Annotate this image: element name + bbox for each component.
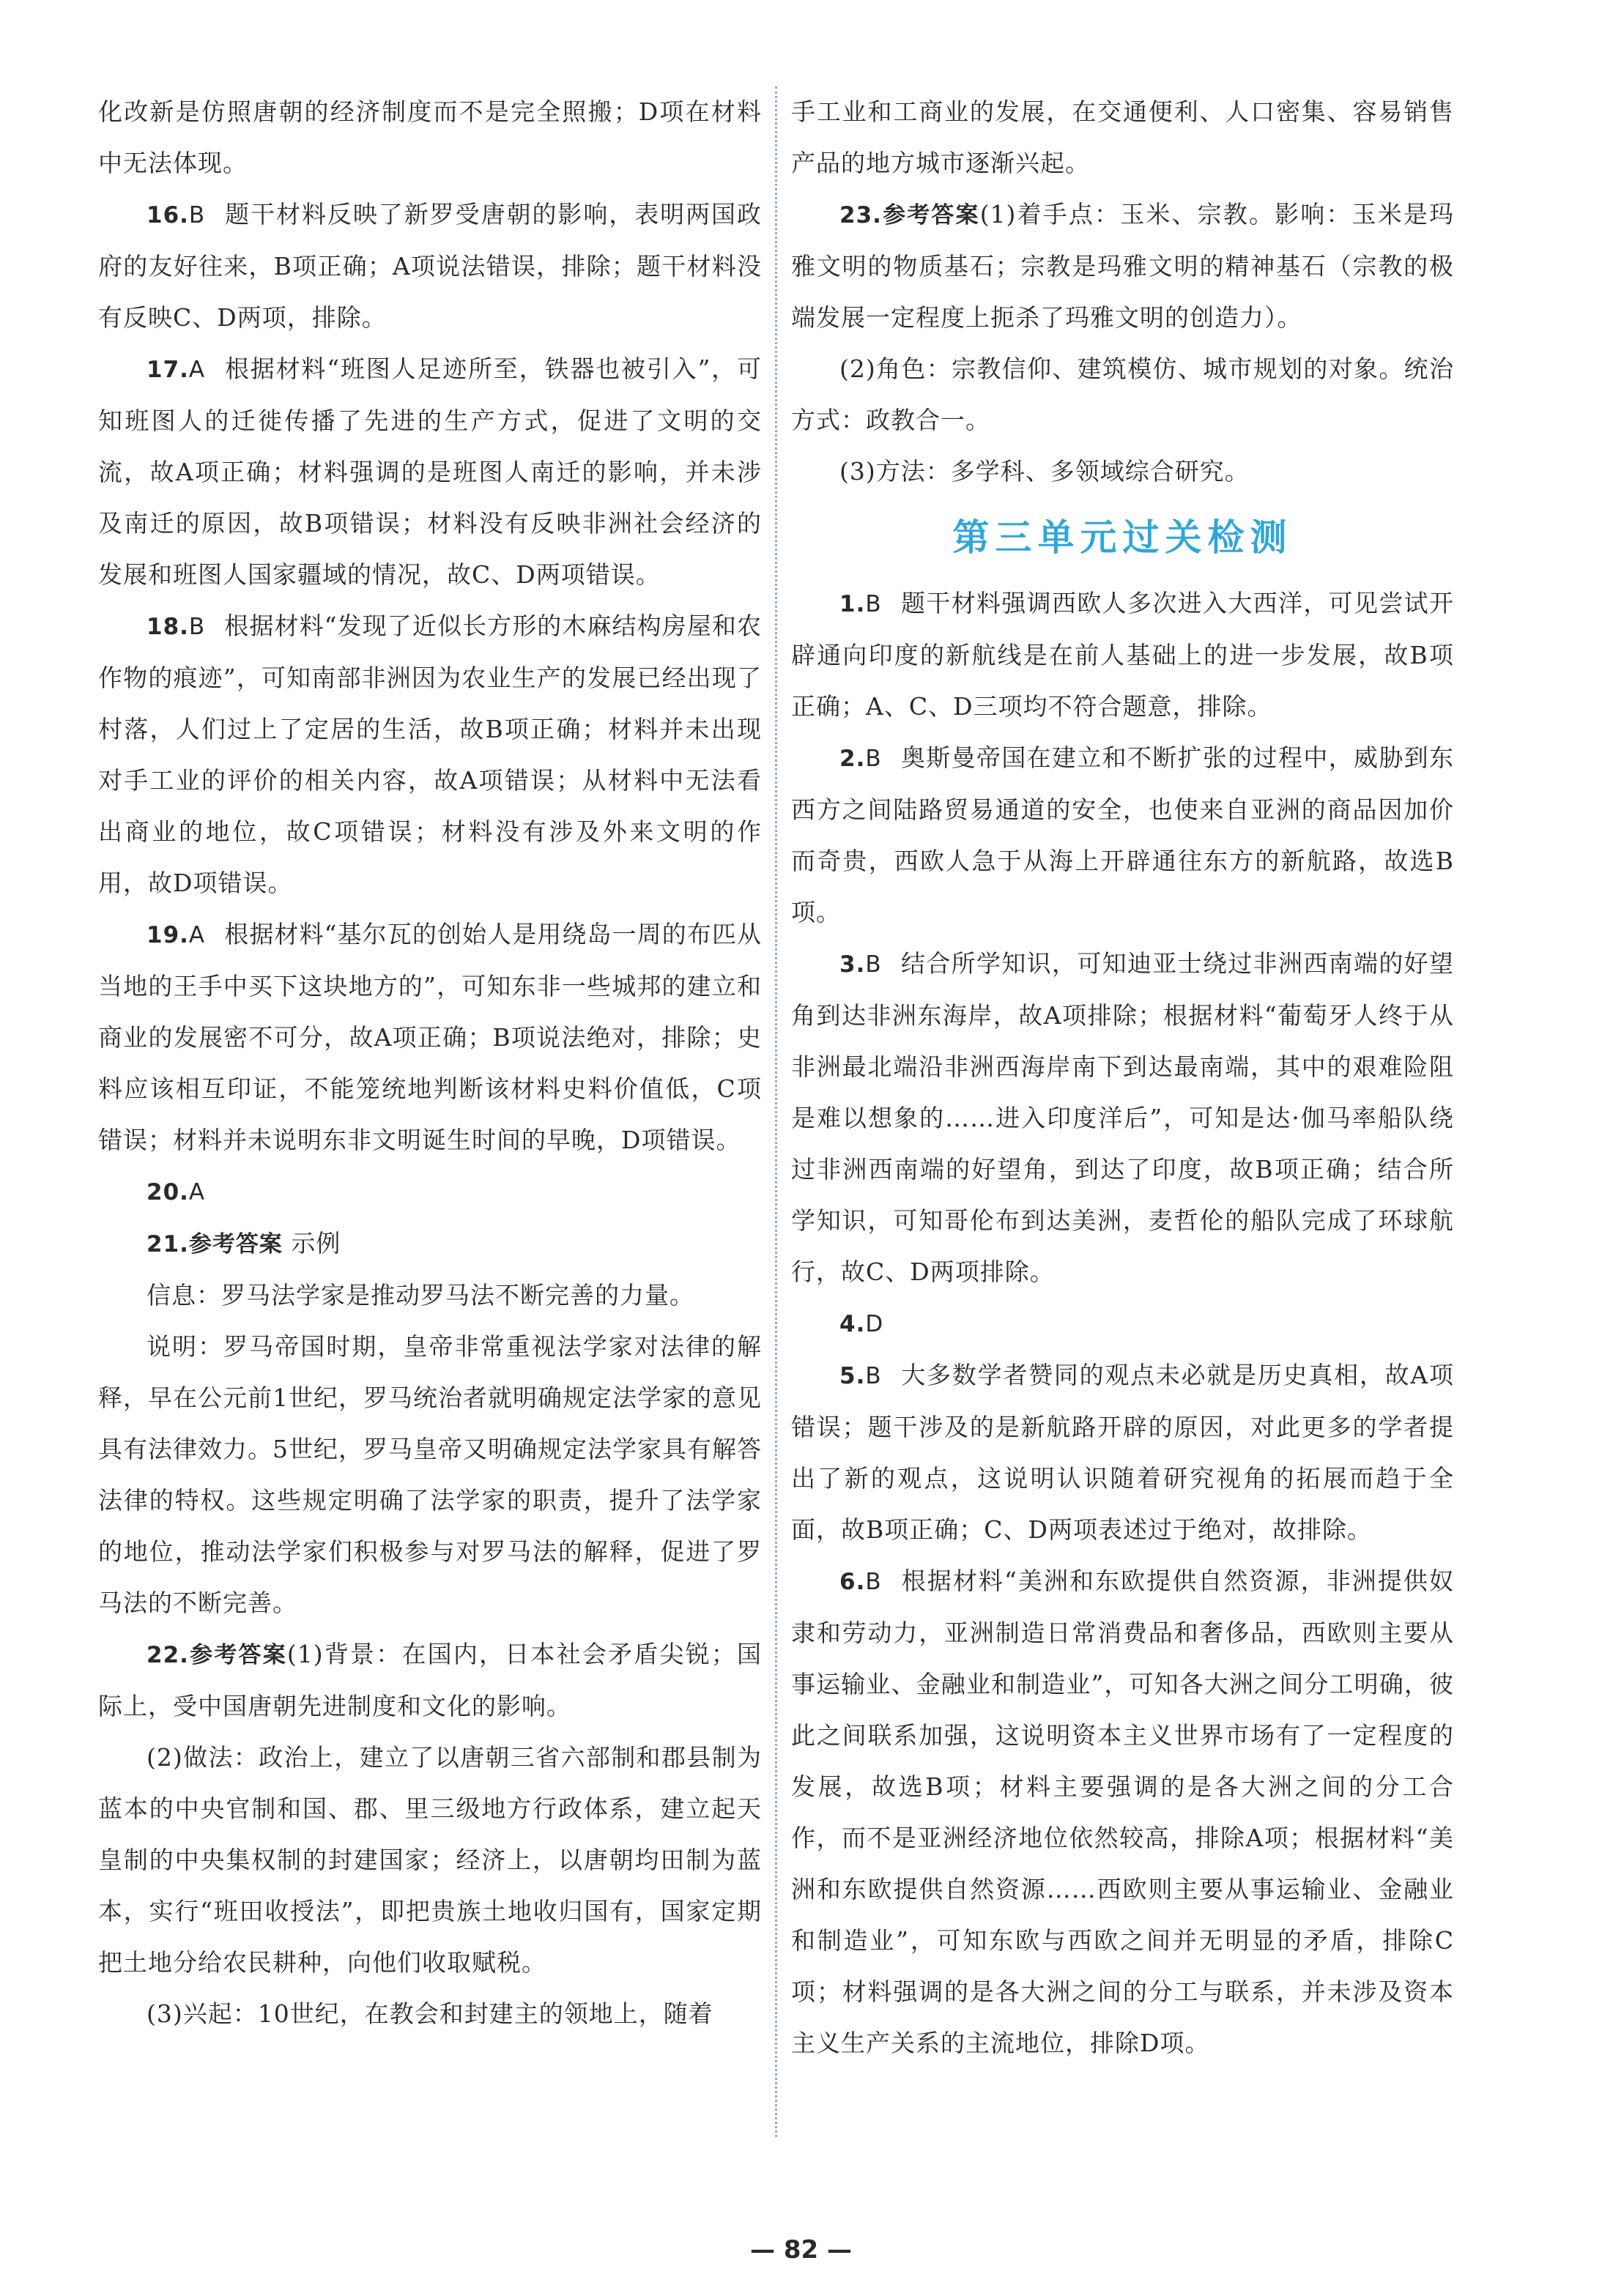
explanation-text: 大多数学者赞同的观点未必就是历史真相，故A项错误；题干涉及的是新航路开辟的原因，对此更多的学者提出了新的观点，这说明认识随着研究视角的拓展而趋于全面，故B项正确；C、D两项表述过于绝对，故排除。 xyxy=(791,1361,1454,1544)
example-label: 示例 xyxy=(291,1229,341,1257)
unit3-answer-3 xyxy=(791,938,1454,1298)
question-number: 4. xyxy=(839,1311,866,1337)
answer-text: (1)着手点：玉米、宗教。影响：玉米是玛雅文明的物质基石；宗教是玛雅文明的精神基石（宗教的极端发展一定程度上扼杀了玛雅文明的创造力）。 xyxy=(791,200,1455,332)
answer-23-part1 xyxy=(791,189,1454,343)
answer-23-part3: (3)方法：多学科、多领域综合研究。 xyxy=(839,457,1250,486)
right-column xyxy=(791,86,1454,2069)
left-column xyxy=(98,86,762,2040)
answer-choice: B xyxy=(865,1569,882,1595)
answer-15-continued: 化改新是仿照唐朝的经济制度而不是完全照搬；D项在材料中无法体现。 xyxy=(98,97,762,177)
question-number: 21. xyxy=(147,1231,189,1257)
answer-19 xyxy=(98,909,762,1166)
answer-22-part3: (3)兴起：10世纪，在教会和封建主的领地上，随着 xyxy=(147,1999,713,2028)
explanation-text: 结合所学知识，可知迪亚士绕过非洲西南端的好望角到达非洲东海岸，故A项排除；根据材料“葡萄牙人终于从非洲最北端沿非洲西海岸南下到达最南端，其中的艰难险阻是难以想象的……进入印度洋后”，可知是达·伽马率船队绕过非洲西南端的好望角，到达了印度，故B项正确；结合所学知识，可知哥伦布到达美洲，麦哲伦的船队完成了环球航行，故C、D两项排除。 xyxy=(791,949,1454,1286)
answer-21-info: 信息：罗马法学家是推动罗马法不断完善的力量。 xyxy=(147,1281,694,1309)
reference-answer-label: 参考答案 xyxy=(881,202,980,229)
answer-choice: D xyxy=(865,1311,884,1337)
answer-21-header xyxy=(98,1218,762,1270)
answer-choice: B xyxy=(188,614,206,640)
question-number: 22. xyxy=(147,1642,189,1668)
answer-22-part2: (2)做法：政治上，建立了以唐朝三省六部制和郡县制为蓝本的中央官制和国、郡、里三级地方行政体系，建立起天皇制的中央集权制的封建国家；经济上，以唐朝均田制为蓝本，实行“班田收授法”，即把贵族土地收归国有，国家定期把土地分给农民耕种，向他们收取赋税。 xyxy=(98,1743,762,1977)
answer-23-part2: (2)角色：宗教信仰、建筑模仿、城市规划的对象。统治方式：政教合一。 xyxy=(791,354,1454,434)
reference-answer-label: 参考答案 xyxy=(188,1642,287,1668)
answer-choice: B xyxy=(865,746,882,772)
question-number: 19. xyxy=(147,922,189,948)
question-number: 6. xyxy=(839,1569,866,1595)
reference-answer-label: 参考答案 xyxy=(188,1231,283,1257)
answer-choice: B xyxy=(865,1363,882,1389)
section-title: 第三单元过关检测 xyxy=(952,516,1293,559)
question-number: 1. xyxy=(839,591,866,617)
answer-21-explain: 说明：罗马帝国时期，皇帝非常重视法学家对法律的解释，早在公元前1世纪，罗马统治者就明确规定法学家的意见具有法律效力。5世纪，罗马皇帝又明确规定法学家具有解答法律的特权。这些规定明确了法学家的职责，提升了法学家的地位，推动法学家们积极参与对罗马法的解释，促进了罗马法的不断完善。 xyxy=(98,1332,762,1617)
answer-16 xyxy=(98,189,762,343)
question-number: 16. xyxy=(147,202,189,229)
explanation-text: 根据材料“美洲和东欧提供自然资源，非洲提供奴隶和劳动力，亚洲制造日常消费品和奢侈品，西欧则主要从事运输业、金融业和制造业”，可知各大洲之间分工明确，彼此之间联系加强，这说明资本主义世界市场有了一定程度的发展，故选B项；材料主要强调的是各大洲之间的分工合作，而不是亚洲经济地位依然较高，排除A项；根据材料“美洲和东欧提供自然资源……西欧则主要从事运输业、金融业和制造业”，可知东欧与西欧之间并无明显的矛盾，排除C项；材料强调的是各大洲之间的分工与联系，并未涉及资本主义生产关系的主流地位，排除D项。 xyxy=(791,1567,1454,2057)
answer-22-part1 xyxy=(98,1629,762,1732)
unit3-answer-6 xyxy=(791,1556,1454,2069)
explanation-text: 题干材料强调西欧人多次进入大西洋，可见尝试开辟通向印度的新航线是在前人基础上的进一步发展，故B项正确；A、C、D三项均不符合题意，排除。 xyxy=(791,589,1454,721)
question-number: 2. xyxy=(839,746,866,772)
question-number: 23. xyxy=(839,202,882,229)
page-number: — 82 — xyxy=(750,2235,852,2265)
explanation-text: 奥斯曼帝国在建立和不断扩张的过程中，威胁到东西方之间陆路贸易通道的安全，也使来自亚洲的商品因加价而奇贵，西欧人急于从海上开辟通往东方的新航路，故选B项。 xyxy=(791,743,1454,926)
explanation-text: 根据材料“班图人足迹所至，铁器也被引入”，可知班图人的迁徙传播了先进的生产方式，促进了文明的交流，故A项正确；材料强调的是班图人南迁的影响，并未涉及南迁的原因，故B项错误；材料没有反映非洲社会经济的发展和班图人国家疆域的情况，故C、D两项错误。 xyxy=(98,354,762,589)
answer-choice: A xyxy=(188,357,206,383)
explanation-text: 题干材料反映了新罗受唐朝的影响，表明两国政府的友好往来，B项正确；A项说法错误，排除；题干材料没有反映C、D两项，排除。 xyxy=(98,200,762,332)
answer-18 xyxy=(98,601,762,909)
answer-20 xyxy=(98,1166,762,1218)
answer-choice: B xyxy=(188,202,206,229)
unit3-answer-4 xyxy=(791,1298,1454,1350)
unit3-answer-5 xyxy=(791,1350,1454,1556)
answer-choice: B xyxy=(865,951,882,978)
question-number: 18. xyxy=(147,614,189,640)
question-number: 17. xyxy=(147,357,189,383)
unit3-answer-2 xyxy=(791,732,1454,938)
answer-choice: B xyxy=(865,591,882,617)
column-divider xyxy=(775,86,777,2137)
question-number: 5. xyxy=(839,1363,866,1389)
answer-choice: A xyxy=(188,922,206,948)
answer-choice: A xyxy=(188,1179,206,1205)
answer-text: (1)背景：在国内，日本社会矛盾尖锐；国际上，受中国唐朝先进制度和文化的影响。 xyxy=(98,1640,762,1720)
answer-17 xyxy=(98,343,762,601)
unit3-answer-1 xyxy=(791,578,1454,732)
answer-22-continued: 手工业和工商业的发展，在交通便利、人口密集、容易销售产品的地方城市逐渐兴起。 xyxy=(791,97,1454,177)
question-number: 3. xyxy=(839,951,866,978)
explanation-text: 根据材料“基尔瓦的创始人是用绕岛一周的布匹从当地的王手中买下这块地方的”，可知东非一些城邦的建立和商业的发展密不可分，故A项正确；B项说法绝对，排除；史料应该相互印证，不能笼统地判断该材料史料价值低，C项错误；材料并未说明东非文明诞生时间的早晚，D项错误。 xyxy=(98,920,762,1154)
explanation-text: 根据材料“发现了近似长方形的木麻结构房屋和农作物的痕迹”，可知南部非洲因为农业生产的发展已经出现了村落，人们过上了定居的生活，故B项正确；材料并未出现对手工业的评价的相关内容，故A项错误；从材料中无法看出商业的地位，故C项错误；材料没有涉及外来文明的作用，故D项错误。 xyxy=(98,612,762,897)
question-number: 20. xyxy=(147,1179,189,1205)
